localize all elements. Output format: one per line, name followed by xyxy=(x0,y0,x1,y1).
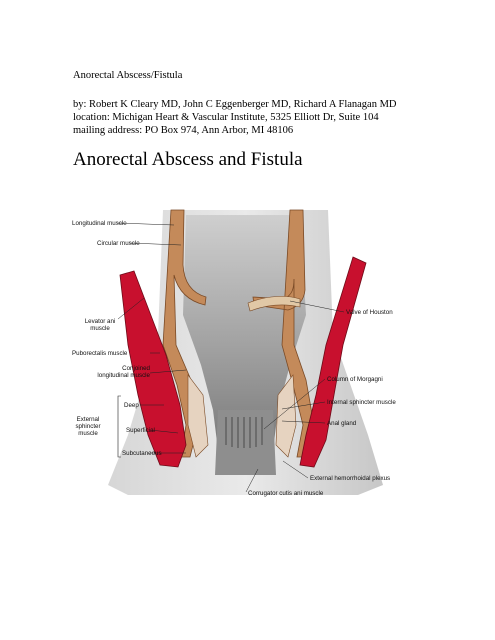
label-external-sphincter-line3: muscle xyxy=(78,430,98,437)
anal-canal xyxy=(215,410,276,475)
label-conjoined-line1: Conjoined xyxy=(122,365,150,372)
anorectal-anatomy-figure xyxy=(68,195,423,503)
document-header: Anorectal Abscess/Fistula xyxy=(73,70,183,81)
label-conjoined-longitudinal-muscle xyxy=(76,365,150,379)
label-external-sphincter-line1: External xyxy=(76,416,100,423)
label-puborectalis-muscle: Puborectalis muscle xyxy=(72,350,128,357)
label-valve-of-houston: Valve of Houston xyxy=(346,309,393,316)
label-anal-gland: Anal gland xyxy=(327,420,357,427)
label-column-of-morgagni: Column of Morgagni xyxy=(327,376,383,383)
external-sphincter-bracket xyxy=(118,396,121,457)
authors-line: by: Robert K Cleary MD, John C Eggenberger MD, Richard A Flanagan MD xyxy=(73,99,397,110)
label-external-hemorrhoidal-plexus: External hemorrhoidal plexus xyxy=(310,475,391,482)
label-corrugator-cutis-ani-muscle: Corrugator cutis ani muscle xyxy=(248,490,324,497)
label-levator-ani-muscle xyxy=(80,318,120,332)
label-circular-muscle: Circular muscle xyxy=(97,240,140,247)
page-title: Anorectal Abscess and Fistula xyxy=(73,149,303,170)
label-conjoined-line2: longitudinal muscle xyxy=(97,372,150,379)
label-levator-ani-line1: Levator ani xyxy=(84,318,116,325)
label-deep: Deep xyxy=(124,402,139,409)
label-internal-sphincter-muscle: Internal sphincter muscle xyxy=(327,399,396,406)
label-external-sphincter-line2: sphincter xyxy=(75,423,101,430)
label-longitudinal-muscle: Longitudinal muscle xyxy=(72,220,127,227)
label-levator-ani-line2: muscle xyxy=(90,325,110,332)
label-subcutaneous: Subcutaneous xyxy=(122,450,162,457)
location-line: location: Michigan Heart & Vascular Institute, 5325 Elliott Dr, Suite 104 xyxy=(73,112,379,123)
mailing-address-line: mailing address: PO Box 974, Ann Arbor, MI 48106 xyxy=(73,125,294,136)
label-superficial: Superficial xyxy=(126,427,155,434)
label-external-sphincter-muscle xyxy=(68,416,108,437)
